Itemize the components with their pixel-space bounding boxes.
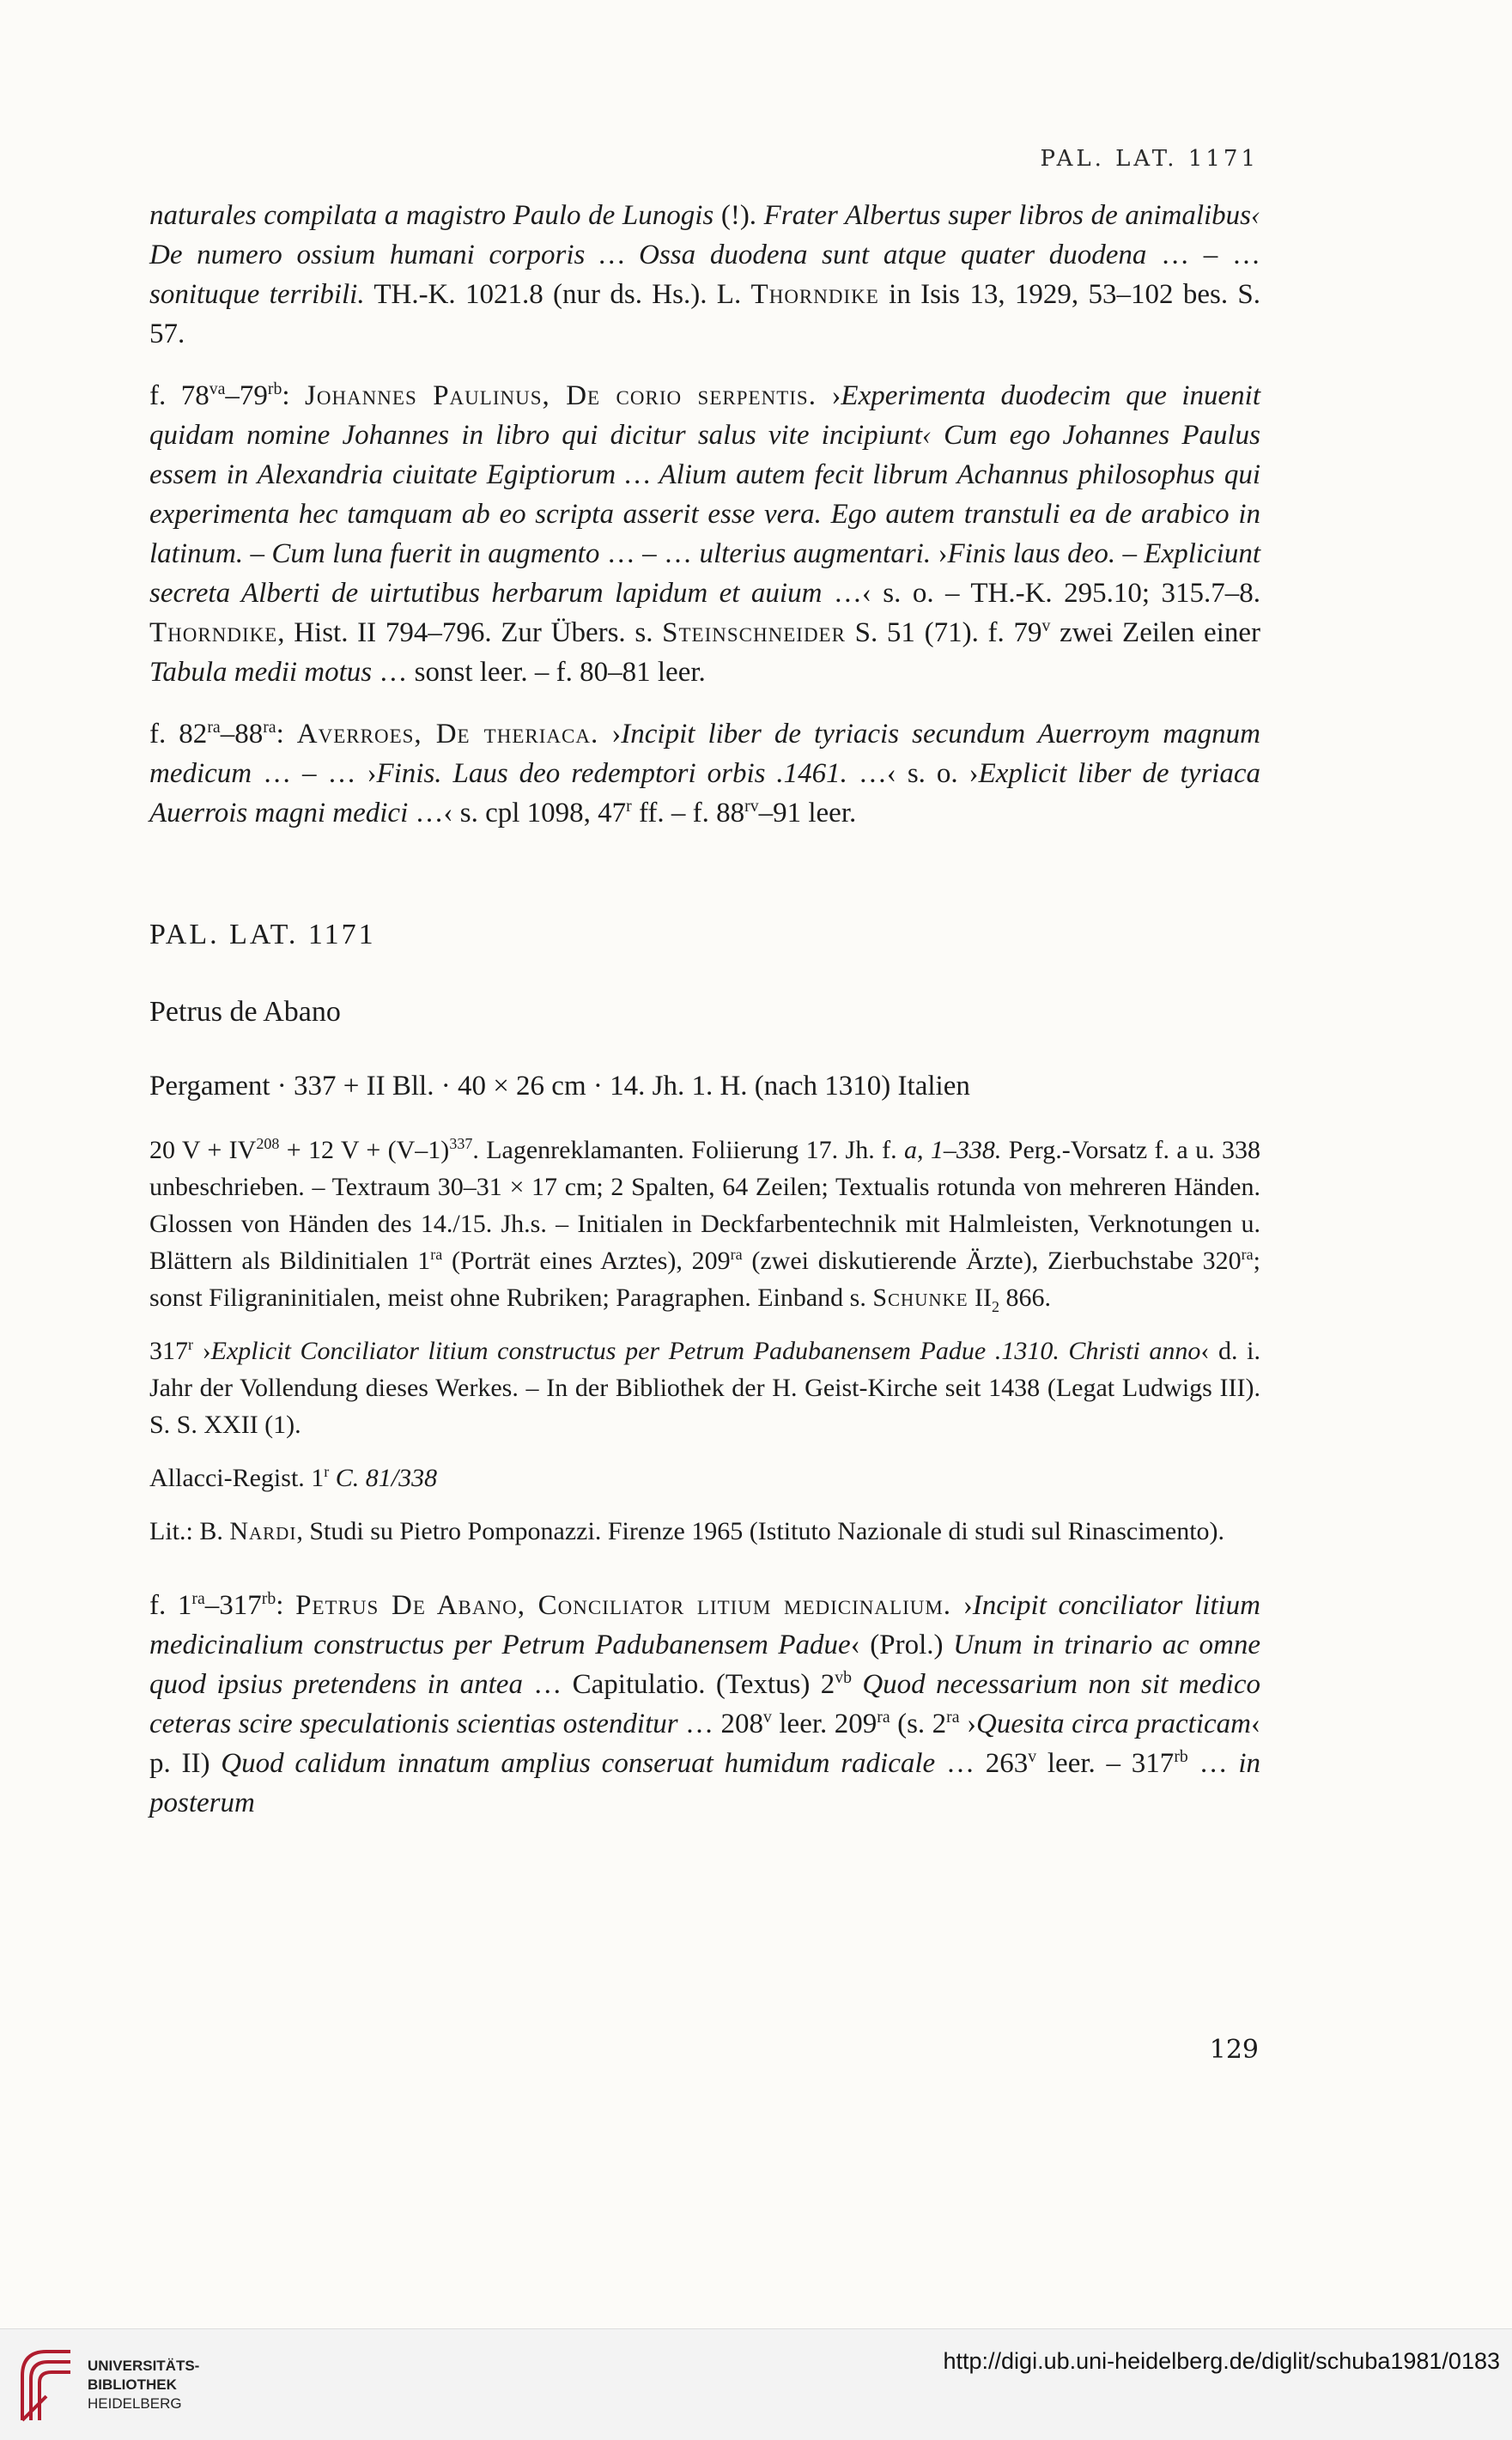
paragraph-averroes: f. $82^{ra}-88^{ra}$: Averroes, De theriaca. ›Incipit liber de tyriacis secundum Auerroym magnum medicum … – … ›Finis. Laus deo redemptori orbis .1461. …‹ s. o. ›Explicit liber de tyriaca Auerrois magni medici …‹ s. cpl 1098, 47$^r$ ff. – f. $88^{rv}-91$ leer. — [149, 718, 1261, 829]
codicological-notes — [149, 1132, 1260, 1550]
running-head: PAL. LAT. 1171 — [1040, 146, 1259, 172]
library-name-line1: UNIVERSITÄTS- — [88, 2358, 200, 2374]
page-text — [149, 196, 1260, 1845]
physical-description: Pergament · 337 + II Bll. · 40 × 26 cm · 14. Jh. 1. H. (nach 1310) Italien — [149, 1071, 970, 1102]
footer-bar — [0, 2328, 1512, 2440]
paragraph-allacci: Allacci-Regist. 1$^r$ C. 81/338 — [149, 1463, 438, 1492]
section-title: PAL. LAT. 1171 — [149, 919, 376, 950]
page-number: 129 — [1209, 2035, 1259, 2065]
paragraph-collation: 20 $V + IV^{208} + 12$ $V + (V-1)^{337}$. Lagenreklamanten. Foliierung 17. Jh. f. a, 1–338. Perg.-Vorsatz f. a u. 338 unbeschrieben. – Textraum 30–31 × 17 cm; 2 Spalten, 64 Zeilen; Textualis rotunda von mehreren Händen. Glossen von Händen des 14./15. Jh.s. – Initialen in Deckfarbentechnik mit Halmleisten, Verknotungen u. Blättern als Bildinitialen $1^{ra}$ (Porträt eines Arztes), $209^{ra}$ (zwei diskutierende Ärzte), Zierbuchstabe $320^{ra}$; sonst Filigraninitialen, meist ohne Rubriken; Paragraphen. Einband s. Schunke $II_2$ 866. — [149, 1135, 1260, 1315]
paragraph-explicit: 317$^r$ ›Explicit Conciliator litium constructus per Petrum Padubanensem Padue .1310. Christi anno‹ d. i. Jahr der Vollendung dieses Werkes. – In der Bibliothek der H. Geist-Kirche seit 1438 (Legat Ludwigs III). S. S. XXII (1). — [149, 1336, 1261, 1439]
library-logo[interactable] — [17, 2341, 240, 2427]
library-name-line3: HEIDELBERG — [88, 2395, 182, 2412]
source-url-link[interactable]: http://digi.ub.uni-heidelberg.de/diglit/schuba1981/0183 — [943, 2348, 1500, 2374]
author-heading: Petrus de Abano — [149, 996, 341, 1028]
paragraph-continuation: naturales compilata a magistro Paulo de Lunogis (!). Frater Albertus super libros de animalibus‹ De numero ossium humani corporis … Ossa duodena sunt atque quater duodena … – … sonituque terribili. TH.-K. 1021.8 (nur ds. Hs.). L. Thorndike in Isis 13, 1929, 53–102 bes. S. 57. — [149, 200, 1261, 349]
paragraph-literature: Lit.: B. Nardi, Studi su Pietro Pomponazzi. Firenze 1965 (Istituto Nazionale di studi sul Rinascimento). — [149, 1517, 1225, 1545]
library-emblem-icon — [17, 2341, 77, 2427]
paragraph-johannes-paulinus: f. $78^{va}-79^{rb}$: Johannes Paulinus, De corio serpentis. ›Experimenta duodecim que inuenit quidam nomine Johannes in libro qui dicitur salus vite incipiunt‹ Cum ego Johannes Paulus essem in Alexandria ciuitate Egiptiorum … Alium autem fecit librum Achannus philosophus qui experimenta hec tamquam ab eo scripta asserit esse vera. Ego autem transtuli ea de arabico in latinum. – Cum luna fuerit in augmento … – … ulterius augmentari. ›Finis laus deo. – Expliciunt secreta Alberti de uirtutibus herbarum lapidum et auium …‹ s. o. – TH.-K. 295.10; 315.7–8. Thorndike, Hist. II 794–796. Zur Übers. s. Steinschneider S. 51 (71). f. 79$^v$ zwei Zeilen einer Tabula medii motus … sonst leer. – f. 80–81 leer. — [149, 379, 1261, 688]
library-name-line2: BIBLIOTHEK — [88, 2376, 177, 2393]
paragraph-conciliator: f. $1^{ra}-317^{rb}$: Petrus De Abano, Conciliator litium medicinalium. ›Incipit conciliator litium medicinalium constructus per Petrum Padubanensem Padue‹ (Prol.) Unum in trinario ac omne quod ipsius pretendens in antea … Capitulatio. (Textus) $2^{vb}$ Quod necessarium non sit medico ceteras scire speculationis scientias ostenditur … 208$^v$ leer. $209^{ra}$ (s. $2^{ra}$ ›Quesita circa practicam‹ p. II) Quod calidum innatum amplius conseruat humidum radicale … 263$^v$ leer. – $317^{rb}$ … in posterum — [149, 1589, 1261, 1818]
library-name — [88, 2357, 199, 2413]
